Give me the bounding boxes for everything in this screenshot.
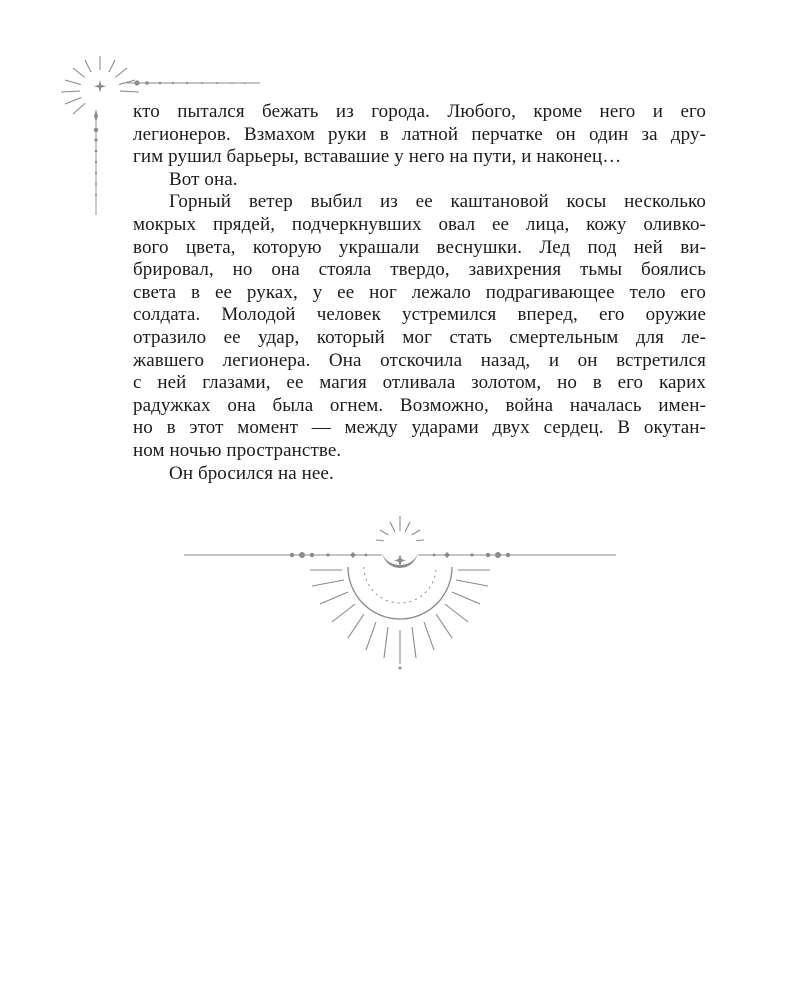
text-line: жавшего легионера. Она отскочила назад, и он встретился: [133, 349, 706, 371]
text-line: брировал, но она стояла твердо, завихрения тьмы боялись: [133, 259, 706, 281]
text-line: но в этот момент — между ударами двух сердец. В окутан-: [133, 417, 706, 439]
text-line: гим рушил барьеры, вставашие у него на пути, и наконец…: [133, 146, 622, 168]
text-line: солдата. Молодой человек устремился вперед, его оружие: [133, 304, 706, 326]
text-line: Он бросился на нее.: [169, 462, 334, 484]
text-line: Вот она.: [169, 168, 238, 190]
paragraph: [133, 191, 706, 462]
paragraph: [133, 169, 706, 192]
text-line: света в ее руках, у ее ног лежало подрагивающее тело его: [133, 281, 706, 303]
text-line: мокрых прядей, подчеркнувших овал ее лица, кожу оливко-: [133, 213, 706, 235]
paragraph: [133, 101, 706, 169]
text-line: вого цвета, которую украшали веснушки. Лед под ней ви-: [133, 236, 706, 258]
center-sun-moon-divider-icon: [180, 512, 620, 670]
text-line: отразило ее удар, который мог стать смертельным для ле-: [133, 326, 706, 348]
paragraph: [133, 463, 706, 486]
text-line: радужках она была огнем. Возможно, война началась имен-: [133, 394, 706, 416]
text-line: Горный ветер выбил из ее каштановой косы несколько: [169, 191, 706, 213]
body-text: [133, 101, 706, 485]
text-line: ном ночью пространстве.: [133, 439, 342, 461]
text-line: легионеров. Взмахом руки в латной перчатке он один за дру-: [133, 123, 706, 145]
text-line: с ней глазами, ее магия отливала золотом, но в его карих: [133, 372, 706, 394]
text-line: кто пытался бежать из города. Любого, кроме него и его: [133, 101, 706, 122]
